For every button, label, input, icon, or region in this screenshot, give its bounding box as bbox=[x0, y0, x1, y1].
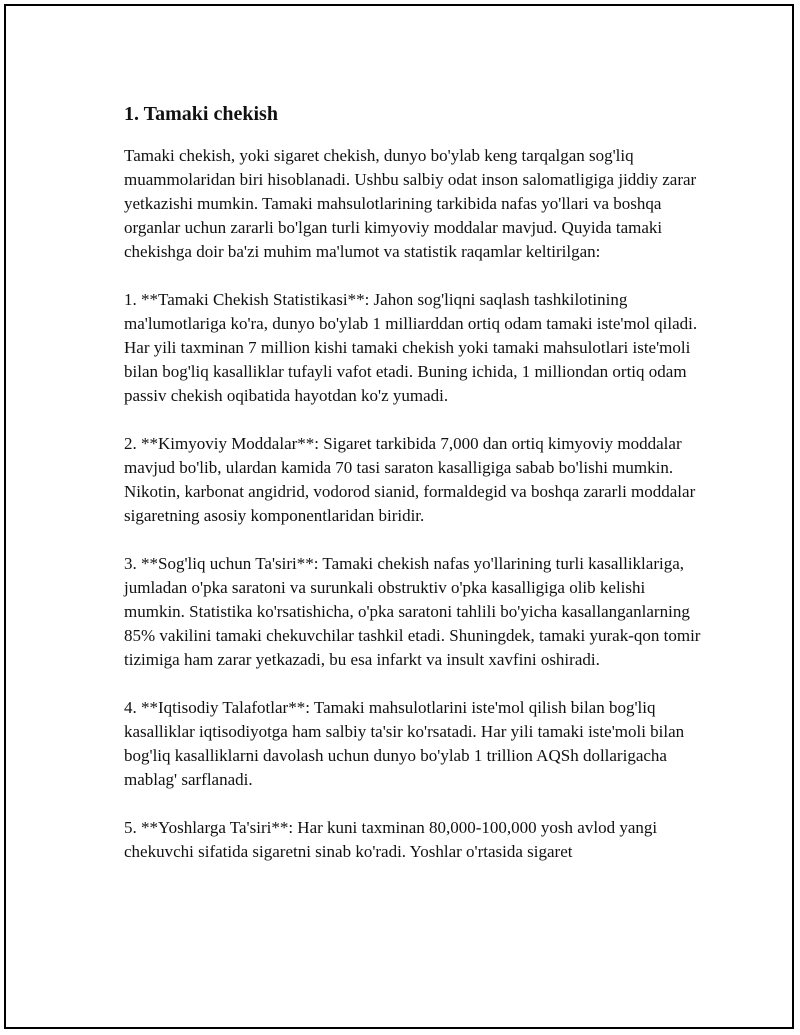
section-heading: 1. Tamaki chekish bbox=[124, 103, 278, 125]
statistics-paragraph: 1. **Tamaki Chekish Statistikasi**: Jahon sog'liqni saqlash tashkilotining ma'lumotlariga ko'ra, dunyo bo'ylab 1 milliarddan ortiq odam tamaki iste'mol qiladi. Har yili taxminan 7 million kishi tamaki chekish yoki tamaki mahsulotlari iste'moli bilan bog'liq kasalliklar tufayli vafot etadi. Buning ichida, 1 milliondan ortiq odam passiv chekish oqibatida hayotdan ko'z yumadi. bbox=[124, 290, 698, 405]
youth-effects-paragraph: 5. **Yoshlarga Ta'siri**: Har kuni taxminan 80,000-100,000 yosh avlod yangi chekuvchi sifatida sigaretni sinab ko'radi. Yoshlar o'rtasida sigaret bbox=[124, 818, 658, 861]
document-page bbox=[4, 4, 794, 1029]
chemicals-paragraph: 2. **Kimyoviy Moddalar**: Sigaret tarkibida 7,000 dan ortiq kimyoviy moddalar mavjud bo'lib, ulardan kamida 70 tasi saraton kasalligiga sabab bo'lishi mumkin. Nikotin, karbonat angidrid, vodorod sianid, formaldegid va boshqa zararli moddalar sigaretning asosiy komponentlaridan biridir. bbox=[124, 434, 696, 525]
intro-paragraph: Tamaki chekish, yoki sigaret chekish, dunyo bo'ylab keng tarqalgan sog'liq muammolaridan biri hisoblanadi. Ushbu salbiy odat inson salomatligiga jiddiy zarar yetkazishi mumkin. Tamaki mahsulotlarining tarkibida nafas yo'llari va boshqa organlar uchun zararli bo'lgan turli kimyoviy moddalar mavjud. Quyida tamaki chekishga doir ba'zi muhim ma'lumot va statistik raqamlar keltirilgan: bbox=[124, 146, 697, 261]
health-effects-paragraph: 3. **Sog'liq uchun Ta'siri**: Tamaki chekish nafas yo'llarining turli kasalliklariga, jumladan o'pka saratoni va surunkali obstruktiv o'pka kasalligiga olib kelishi mumkin. Statistika ko'rsatishicha, o'pka saratoni tahlili bo'yicha kasallanganlarning 85% vakilini tamaki chekuvchilar tashkil etadi. Shuningdek, tamaki yurak-qon tomir tizimiga ham zarar yetkazadi, bu esa infarkt va insult xavfini oshiradi. bbox=[124, 554, 701, 669]
economic-losses-paragraph: 4. **Iqtisodiy Talafotlar**: Tamaki mahsulotlarini iste'mol qilish bilan bog'liq kasalliklar iqtisodiyotga ham salbiy ta'sir ko'rsatadi. Har yili tamaki iste'moli bilan bog'liq kasalliklarni davolash uchun dunyo bo'ylab 1 trillion AQSh dollarigacha mablag' sarflanadi. bbox=[124, 698, 685, 789]
document-body bbox=[124, 100, 704, 888]
